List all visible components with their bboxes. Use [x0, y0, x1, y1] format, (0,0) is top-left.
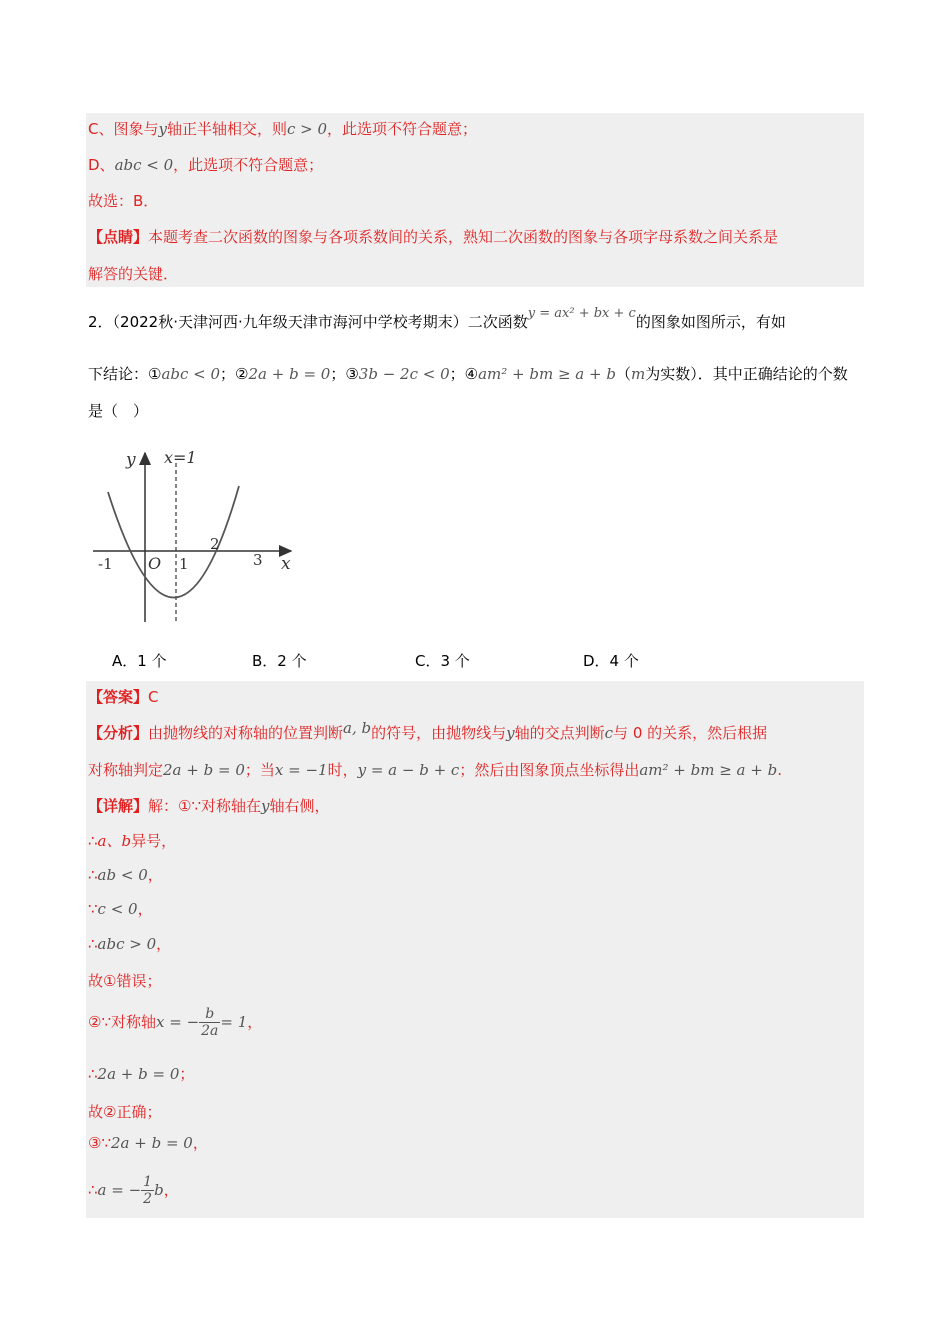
prev-choice: 故选：B．: [88, 192, 159, 210]
option-d[interactable]: D．4 个: [583, 652, 639, 670]
analysis-line-1: 【分析】由抛物线的对称轴的位置判断a, b的符号，由抛物线与y轴的交点判断c与 0 的关系，然后根据: [88, 719, 768, 742]
prev-comment: 【点睛】本题考查二次函数的图象与各项系数间的关系，熟知二次函数的图象与各项字母系数之间关系是: [88, 228, 779, 246]
option-b[interactable]: B．2 个: [252, 652, 307, 670]
detail-line-2: ∴a、b异号，: [88, 832, 177, 850]
detail-line-6: 故①错误；: [88, 972, 162, 990]
y-axis-label: y: [126, 450, 136, 470]
symmetry-axis-label: x=1: [164, 448, 197, 467]
question-line-1: 2．（2022秋·天津河西·九年级天津市海河中学校考期末）二次函数y = ax² + bx + c的图象如图所示，有如: [88, 306, 786, 331]
detail-line-5: ∴abc > 0，: [88, 935, 172, 953]
prev-option-d: D、abc < 0，此选项不符合题意；: [88, 156, 324, 174]
tick-label: 2: [210, 535, 220, 553]
prev-solution-block: [86, 113, 864, 287]
detail-line-9: 故②正确；: [88, 1103, 162, 1121]
detail-line-4: ∵c < 0，: [88, 900, 153, 918]
question-line-3: 是（ ）: [88, 402, 149, 420]
option-a[interactable]: A．1 个: [112, 652, 167, 670]
detail-line-8: ∴2a + b = 0；: [88, 1065, 195, 1083]
detail-line-3: ∴ab < 0，: [88, 866, 163, 884]
prev-comment-cont: 解答的关键．: [88, 265, 179, 283]
x-axis-label: x: [281, 554, 291, 574]
parabola-graph: [88, 445, 308, 625]
tick-label: 1: [179, 555, 189, 573]
tick-label: -1: [98, 555, 113, 573]
option-c[interactable]: C．3 个: [415, 652, 470, 670]
analysis-line-2: 对称轴判定2a + b = 0；当x = −1时，y = a − b + c；然后由图象顶点坐标得出am² + bm ≥ a + b.: [88, 761, 782, 779]
detail-line-11: ∴a = − $\frac{1}{2}$ b，: [88, 1174, 179, 1207]
detail-line-10: ③∵2a + b = 0，: [88, 1134, 208, 1152]
answer-line: 【答案】C: [88, 688, 159, 706]
prev-option-c: C、图象与y轴正半轴相交，则c > 0，此选项不符合题意；: [88, 120, 478, 138]
origin-label: O: [148, 554, 162, 573]
tick-label: 3: [253, 551, 263, 569]
detail-line-1: 【详解】解：①∵对称轴在y轴右侧，: [88, 797, 330, 815]
question-line-2: 下结论：①abc < 0；②2a + b = 0；③3b − 2c < 0；④am² + bm ≥ a + b（m为实数）．其中正确结论的个数: [88, 365, 848, 383]
detail-line-7: ②∵对称轴x = − $\frac{b}{2a}$ = 1，: [88, 1006, 263, 1039]
